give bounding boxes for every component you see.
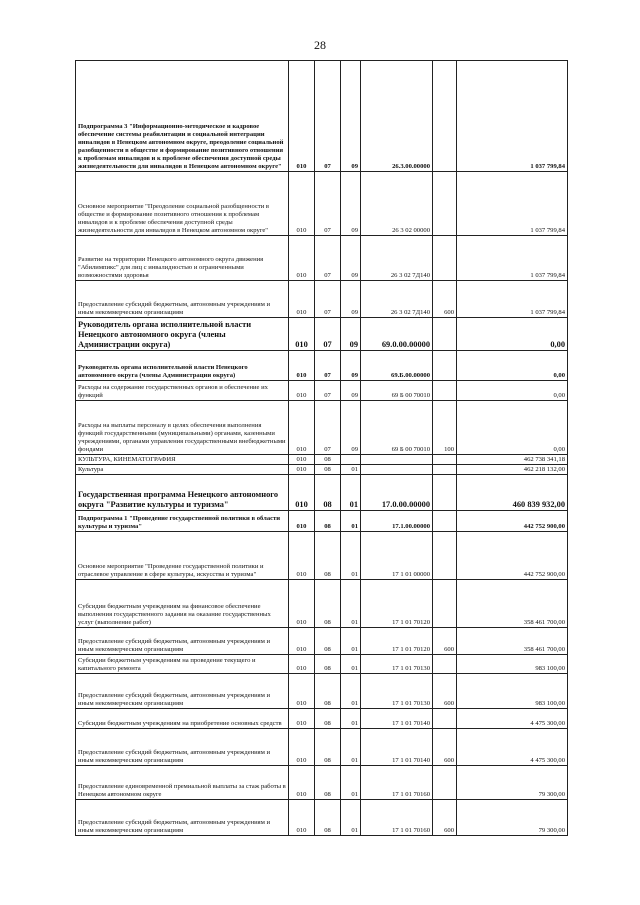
row-expense-type-cell <box>433 351 457 381</box>
row-amount-cell: 0,00 <box>457 318 568 351</box>
row-name-cell: Культура <box>76 465 289 475</box>
row-amount-cell: 983 100,00 <box>457 655 568 674</box>
row-subsection-cell: 01 <box>341 729 361 766</box>
row-section-cell: 08 <box>315 729 341 766</box>
row-section-cell: 08 <box>315 511 341 532</box>
row-section-cell: 08 <box>315 655 341 674</box>
row-name-cell: Основное мероприятие "Проведение государственной политики и отраслевое управление в сфере культуры, искусства и туризма" <box>76 532 289 580</box>
table-row <box>76 465 568 475</box>
row-grbs-cell: 010 <box>289 511 315 532</box>
row-target-article-cell: 69 Б 00 70010 <box>361 381 433 401</box>
row-name-cell: Подпрограмма 1 "Проведение государственной политики в области культуры и туризма" <box>76 511 289 532</box>
row-section-cell: 07 <box>315 61 341 172</box>
row-name-cell: Основное мероприятие "Преодоление социальной разобщенности в обществе и формирование позитивного отношения к проблемам инвалидов и к проблеме обеспечения доступной среды жизнедеятельности для инвалидов в Ненецком автономном округе" <box>76 172 289 236</box>
table-row <box>76 236 568 281</box>
row-expense-type-cell: 600 <box>433 281 457 318</box>
table-row <box>76 729 568 766</box>
row-name-cell: Государственная программа Ненецкого автономного округа "Развитие культуры и туризма" <box>76 475 289 511</box>
row-section-cell: 08 <box>315 455 341 465</box>
row-subsection-cell: 09 <box>341 318 361 351</box>
row-grbs-cell: 010 <box>289 709 315 729</box>
row-grbs-cell: 010 <box>289 236 315 281</box>
row-expense-type-cell <box>433 709 457 729</box>
row-target-article-cell <box>361 465 433 475</box>
row-amount-cell: 358 461 700,00 <box>457 628 568 655</box>
row-target-article-cell: 17 1 01 70120 <box>361 628 433 655</box>
row-section-cell: 07 <box>315 401 341 455</box>
row-expense-type-cell <box>433 580 457 628</box>
row-subsection-cell <box>341 455 361 465</box>
row-expense-type-cell: 100 <box>433 401 457 455</box>
table-row <box>76 628 568 655</box>
table-row <box>76 800 568 836</box>
row-section-cell: 07 <box>315 318 341 351</box>
row-target-article-cell: 17 1 01 70140 <box>361 729 433 766</box>
table-row <box>76 61 568 172</box>
row-subsection-cell: 01 <box>341 800 361 836</box>
row-subsection-cell: 01 <box>341 511 361 532</box>
row-subsection-cell: 01 <box>341 465 361 475</box>
row-amount-cell: 358 461 700,00 <box>457 580 568 628</box>
row-name-cell: Предоставление субсидий бюджетным, автономным учреждениям и иным некоммерческим организациям <box>76 674 289 709</box>
row-target-article-cell: 17.1.00.00000 <box>361 511 433 532</box>
row-section-cell: 07 <box>315 236 341 281</box>
row-expense-type-cell <box>433 172 457 236</box>
table-row <box>76 674 568 709</box>
table-row <box>76 172 568 236</box>
row-amount-cell: 0,00 <box>457 351 568 381</box>
table-row <box>76 455 568 465</box>
row-subsection-cell: 01 <box>341 655 361 674</box>
row-subsection-cell: 01 <box>341 709 361 729</box>
row-grbs-cell: 010 <box>289 401 315 455</box>
row-amount-cell: 983 100,00 <box>457 674 568 709</box>
row-amount-cell: 1 037 799,84 <box>457 172 568 236</box>
row-subsection-cell: 09 <box>341 61 361 172</box>
row-name-cell: Подпрограмма 3 "Информационно-методическое и кадровое обеспечение системы реабилитации и социальной интеграции инвалидов в Ненецком автономном округе, преодоление социальной разобщенности в обществе и формирование позитивного отношения к проблемам инвалидов и к проблеме обеспечения доступной среды жизнедеятельности для инвалидов в Ненецком автономном округе" <box>76 61 289 172</box>
row-name-cell: Субсидии бюджетным учреждениям на проведение текущего и капитального ремонта <box>76 655 289 674</box>
row-grbs-cell: 010 <box>289 800 315 836</box>
row-section-cell: 08 <box>315 532 341 580</box>
row-grbs-cell: 010 <box>289 580 315 628</box>
row-name-cell: Предоставление субсидий бюджетным, автономным учреждениям и иным некоммерческим организациям <box>76 281 289 318</box>
row-name-cell: Субсидии бюджетным учреждениям на финансовое обеспечение выполнения государственного задания на оказание государственных услуг (выполнение работ) <box>76 580 289 628</box>
row-expense-type-cell: 600 <box>433 674 457 709</box>
row-subsection-cell: 01 <box>341 766 361 800</box>
row-grbs-cell: 010 <box>289 172 315 236</box>
row-name-cell: Руководитель органа исполнительной власти Ненецкого автономного округа (члены Администрации округа) <box>76 351 289 381</box>
table-row <box>76 281 568 318</box>
row-grbs-cell: 010 <box>289 674 315 709</box>
row-target-article-cell: 17 1 01 00000 <box>361 532 433 580</box>
row-expense-type-cell <box>433 511 457 532</box>
row-target-article-cell: 17.0.00.00000 <box>361 475 433 511</box>
row-section-cell: 07 <box>315 281 341 318</box>
row-section-cell: 08 <box>315 580 341 628</box>
row-grbs-cell: 010 <box>289 465 315 475</box>
row-amount-cell: 460 839 932,00 <box>457 475 568 511</box>
row-section-cell: 08 <box>315 766 341 800</box>
row-amount-cell: 462 218 132,00 <box>457 465 568 475</box>
row-section-cell: 07 <box>315 172 341 236</box>
table-row <box>76 381 568 401</box>
row-target-article-cell: 17 1 01 70160 <box>361 766 433 800</box>
row-grbs-cell: 010 <box>289 318 315 351</box>
row-amount-cell: 1 037 799,84 <box>457 281 568 318</box>
row-target-article-cell: 17 1 01 70130 <box>361 674 433 709</box>
table-row <box>76 532 568 580</box>
row-name-cell: Предоставление субсидий бюджетным, автономным учреждениям и иным некоммерческим организациям <box>76 800 289 836</box>
row-section-cell: 08 <box>315 628 341 655</box>
row-name-cell: Расходы на содержание государственных органов и обеспечение их функций <box>76 381 289 401</box>
row-target-article-cell: 17 1 01 70140 <box>361 709 433 729</box>
row-grbs-cell: 010 <box>289 455 315 465</box>
row-expense-type-cell <box>433 465 457 475</box>
row-expense-type-cell <box>433 766 457 800</box>
row-target-article-cell: 17 1 01 70160 <box>361 800 433 836</box>
row-subsection-cell: 01 <box>341 475 361 511</box>
row-expense-type-cell: 600 <box>433 729 457 766</box>
row-target-article-cell <box>361 455 433 465</box>
row-section-cell: 07 <box>315 351 341 381</box>
row-target-article-cell: 17 1 01 70130 <box>361 655 433 674</box>
row-subsection-cell: 09 <box>341 381 361 401</box>
row-target-article-cell: 69 Б 00 70010 <box>361 401 433 455</box>
row-amount-cell: 79 300,00 <box>457 800 568 836</box>
row-expense-type-cell <box>433 381 457 401</box>
row-subsection-cell: 01 <box>341 628 361 655</box>
row-expense-type-cell <box>433 455 457 465</box>
row-grbs-cell: 010 <box>289 729 315 766</box>
row-section-cell: 08 <box>315 465 341 475</box>
table-row <box>76 655 568 674</box>
table-row <box>76 351 568 381</box>
row-expense-type-cell <box>433 236 457 281</box>
table-row <box>76 401 568 455</box>
row-expense-type-cell <box>433 532 457 580</box>
page-number: 28 <box>314 38 326 52</box>
row-grbs-cell: 010 <box>289 351 315 381</box>
row-grbs-cell: 010 <box>289 475 315 511</box>
row-expense-type-cell: 600 <box>433 800 457 836</box>
row-name-cell: Руководитель органа исполнительной власти Ненецкого автономного округа (члены Администрации округа) <box>76 318 289 351</box>
budget-table <box>75 60 568 836</box>
row-grbs-cell: 010 <box>289 655 315 674</box>
row-subsection-cell: 09 <box>341 281 361 318</box>
row-subsection-cell: 09 <box>341 172 361 236</box>
row-target-article-cell: 26 3 02 7Д140 <box>361 236 433 281</box>
row-subsection-cell: 09 <box>341 236 361 281</box>
row-amount-cell: 1 037 799,84 <box>457 236 568 281</box>
row-amount-cell: 0,00 <box>457 401 568 455</box>
row-name-cell: Развитие на территории Ненецкого автономного округа движения "Абилимпикс" для лиц с инвалидностью и ограниченными возможностями здоровья <box>76 236 289 281</box>
row-subsection-cell: 01 <box>341 580 361 628</box>
row-section-cell: 08 <box>315 709 341 729</box>
row-section-cell: 08 <box>315 674 341 709</box>
row-target-article-cell: 26.3.00.00000 <box>361 61 433 172</box>
table-row <box>76 475 568 511</box>
row-name-cell: Предоставление субсидий бюджетным, автономным учреждениям и иным некоммерческим организациям <box>76 628 289 655</box>
row-grbs-cell: 010 <box>289 61 315 172</box>
row-grbs-cell: 010 <box>289 532 315 580</box>
table-row <box>76 511 568 532</box>
row-amount-cell: 4 475 300,00 <box>457 709 568 729</box>
row-name-cell: Субсидии бюджетным учреждениям на приобретение основных средств <box>76 709 289 729</box>
row-subsection-cell: 01 <box>341 532 361 580</box>
row-target-article-cell: 26 3 02 7Д140 <box>361 281 433 318</box>
row-name-cell: Предоставление субсидий бюджетным, автономным учреждениям и иным некоммерческим организациям <box>76 729 289 766</box>
row-expense-type-cell: 600 <box>433 628 457 655</box>
row-target-article-cell: 69.Б.00.00000 <box>361 351 433 381</box>
row-amount-cell: 79 300,00 <box>457 766 568 800</box>
table-row <box>76 766 568 800</box>
row-name-cell: Расходы на выплаты персоналу в целях обеспечения выполнения функций государственными (муниципальными) органами, казенными учреждениями, органами управления государственными внебюджетными фондами <box>76 401 289 455</box>
row-amount-cell: 462 738 341,18 <box>457 455 568 465</box>
row-target-article-cell: 17 1 01 70120 <box>361 580 433 628</box>
row-subsection-cell: 01 <box>341 674 361 709</box>
row-target-article-cell: 26 3 02 00000 <box>361 172 433 236</box>
row-expense-type-cell <box>433 655 457 674</box>
table-row <box>76 709 568 729</box>
row-name-cell: КУЛЬТУРА, КИНЕМАТОГРАФИЯ <box>76 455 289 465</box>
row-subsection-cell: 09 <box>341 351 361 381</box>
row-grbs-cell: 010 <box>289 628 315 655</box>
row-grbs-cell: 010 <box>289 281 315 318</box>
row-expense-type-cell <box>433 61 457 172</box>
row-amount-cell: 4 475 300,00 <box>457 729 568 766</box>
row-expense-type-cell <box>433 318 457 351</box>
row-section-cell: 08 <box>315 800 341 836</box>
row-grbs-cell: 010 <box>289 766 315 800</box>
row-amount-cell: 0,00 <box>457 381 568 401</box>
table-row <box>76 318 568 351</box>
row-section-cell: 07 <box>315 381 341 401</box>
row-amount-cell: 1 037 799,84 <box>457 61 568 172</box>
row-expense-type-cell <box>433 475 457 511</box>
table-row <box>76 580 568 628</box>
row-name-cell: Предоставление единовременной премиальной выплаты за стаж работы в Ненецком автономном округе <box>76 766 289 800</box>
row-section-cell: 08 <box>315 475 341 511</box>
row-target-article-cell: 69.0.00.00000 <box>361 318 433 351</box>
row-amount-cell: 442 752 900,00 <box>457 511 568 532</box>
row-subsection-cell: 09 <box>341 401 361 455</box>
row-amount-cell: 442 752 900,00 <box>457 532 568 580</box>
row-grbs-cell: 010 <box>289 381 315 401</box>
